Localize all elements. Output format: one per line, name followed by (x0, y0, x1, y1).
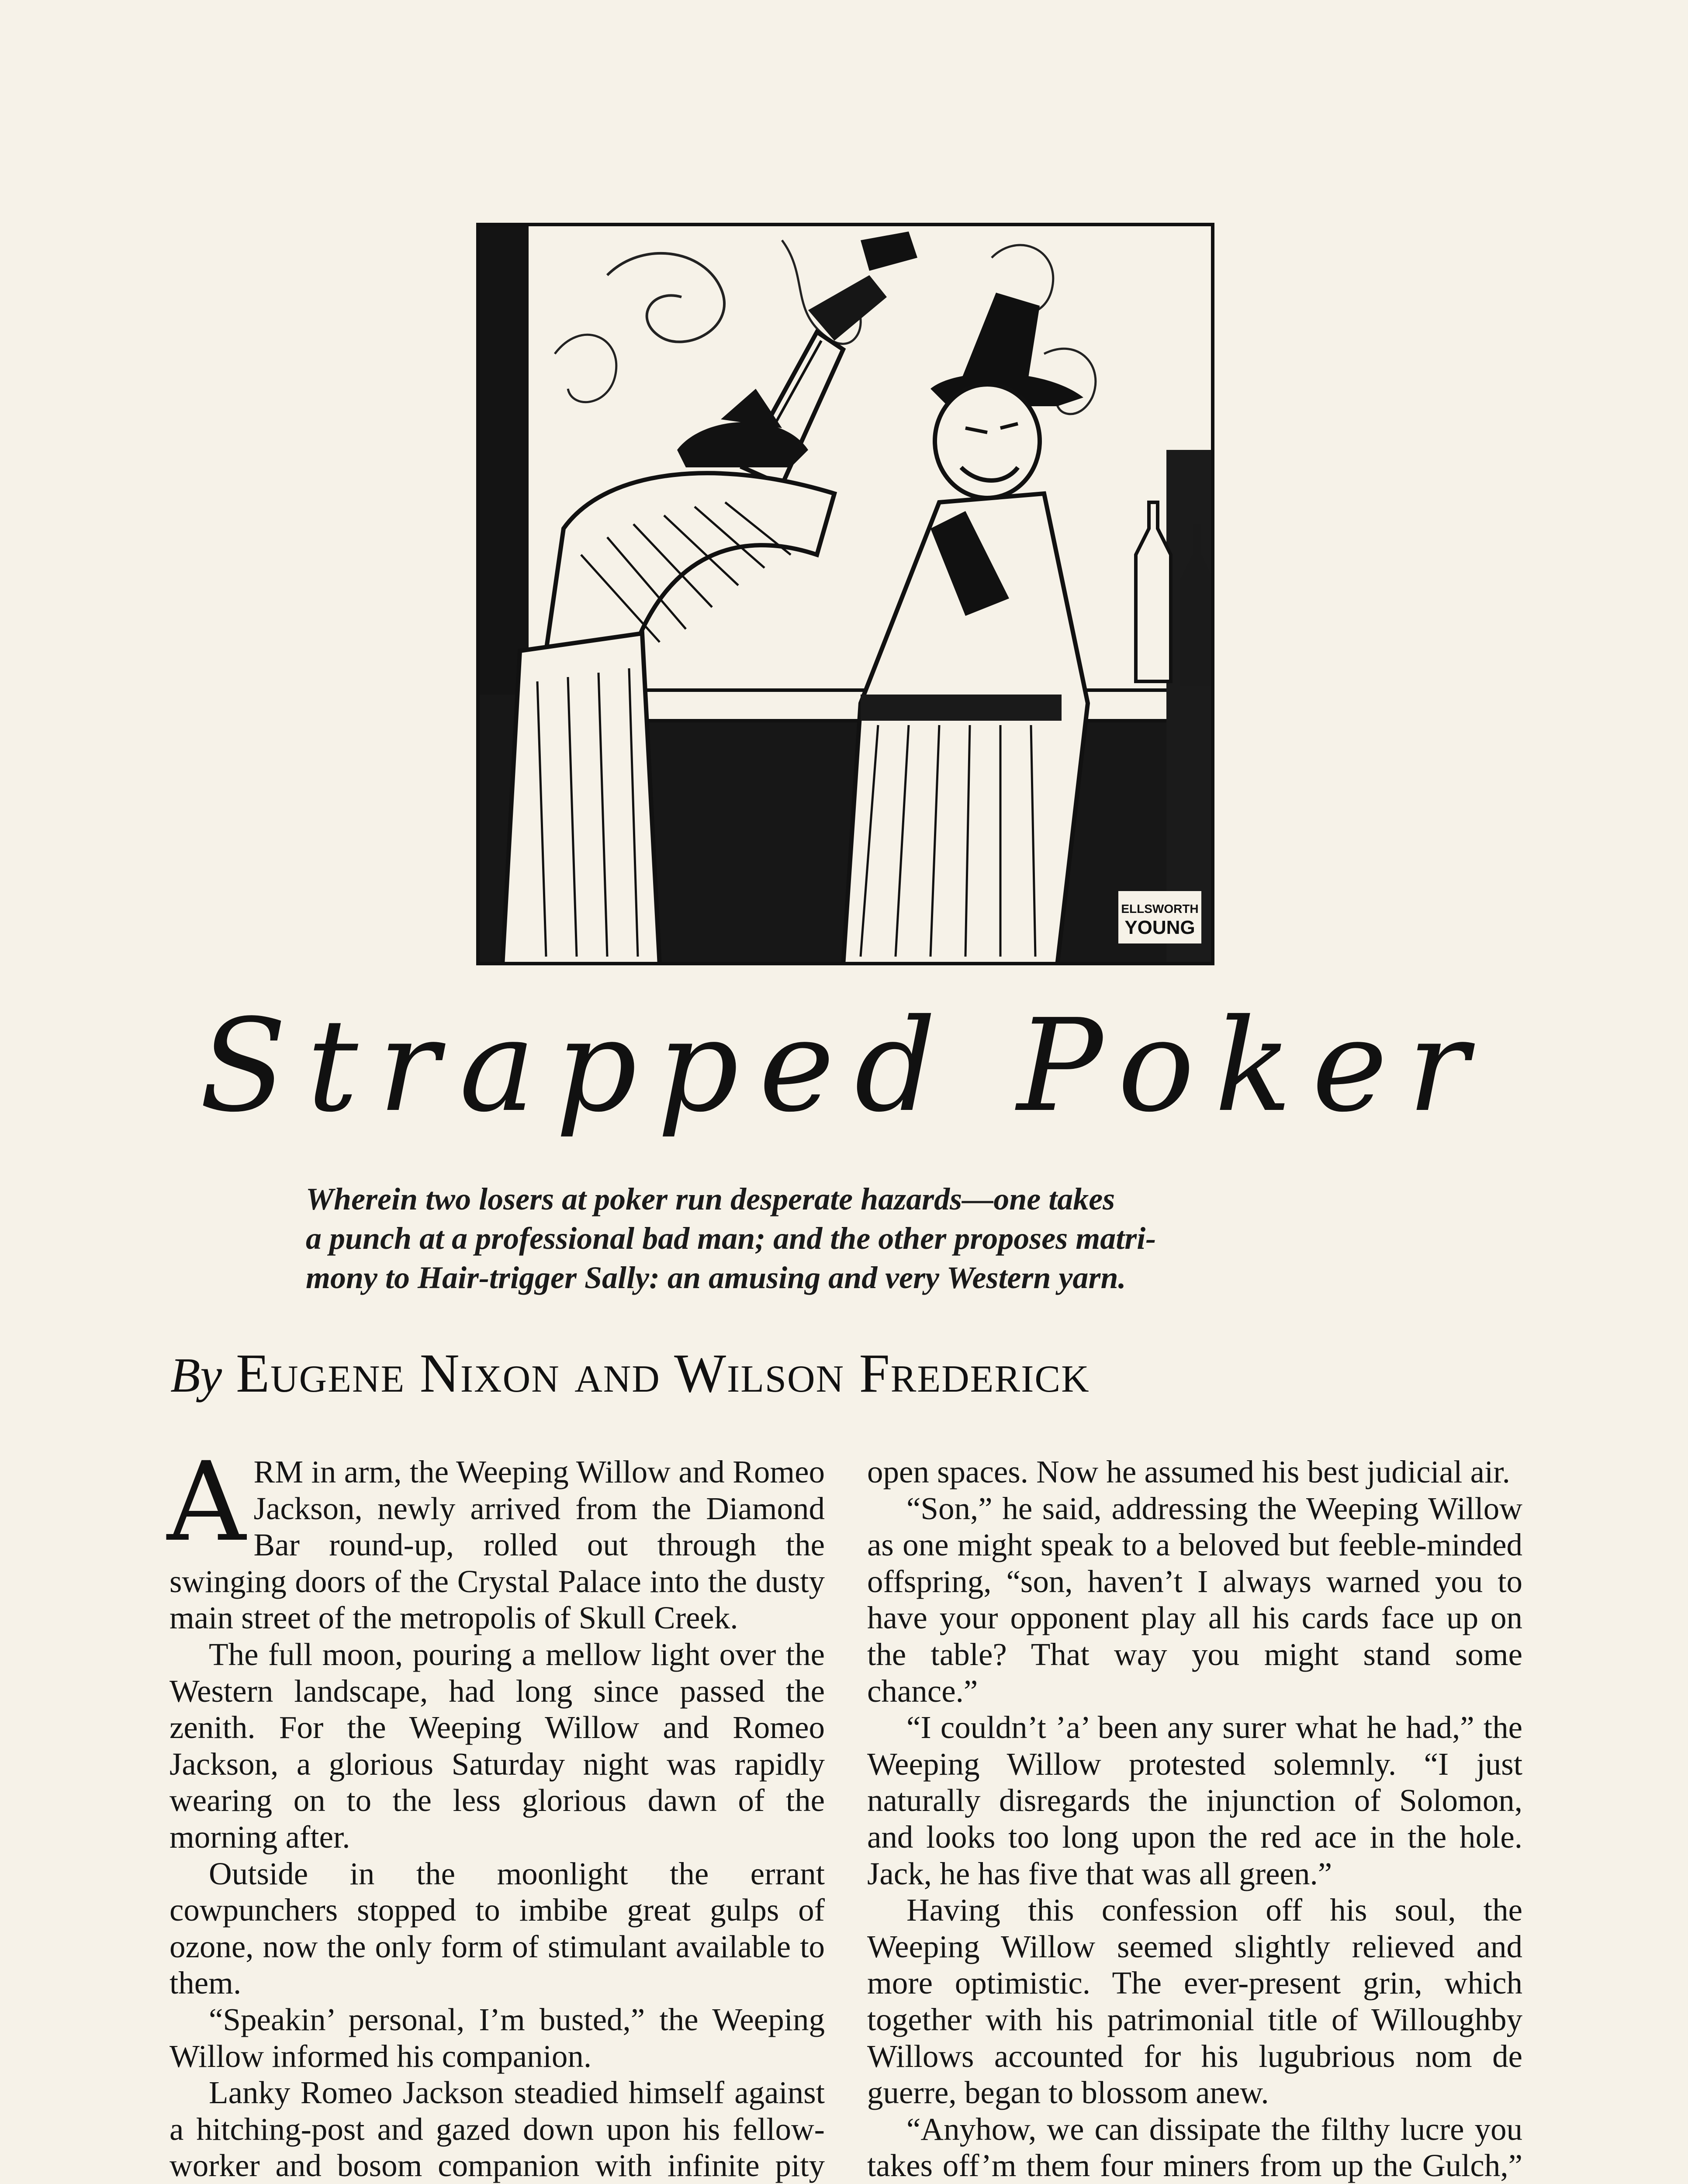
paragraph: Having this confession off his soul, the Weeping Willow seemed slightly relieved and more optimistic. The ever-present grin, which together with his patrimonial title of Willoughby Willows accounted for his lugubrious nom de guerre, began to blossom anew. (867, 1892, 1522, 2111)
byline (170, 1337, 1090, 1413)
paragraph: “I couldn’t ’a’ been any surer what he had,” the Weeping Willow protested solemnly. “I just naturally disregards the injunction of Solomon, and looks too long upon the red ace in the hole. Jack, he has five that was all green.” (867, 1710, 1522, 1891)
paragraph: “Anyhow, we can dissipate the filthy lucre you takes off’m them four miners from up the Gulch,” (867, 2111, 1522, 2184)
paragraph: Outside in the moonlight the errant cowpunchers stopped to imbibe great gulps of ozone, now the only form of stimulant available to them. (169, 1856, 825, 2001)
paragraph: “Speakin’ personal, I’m busted,” the Weeping Willow informed his companion. (169, 2001, 825, 2074)
opening-paragraph (167, 1438, 825, 1636)
byline-prefix: By (170, 1348, 222, 1403)
opening-paragraph-text: RM in arm, the Weeping Willow and Romeo Jackson, newly arrived from the Diamond Bar round-up, rolled out through the swinging doors of the Crystal Palace into the dusty main street of the metropolis of Skull Creek. (169, 1454, 825, 1636)
drop-cap: A (167, 1438, 246, 1565)
continued-paragraph: open spaces. Now he assumed his best judicial air. (867, 1454, 1510, 1489)
text-column-left (167, 1438, 825, 2184)
subtitle-line: mony to Hair-trigger Sally: an amusing and very Western yarn. (306, 1260, 1126, 1295)
subtitle-line: a punch at a professional bad man; and the other proposes matri- (306, 1221, 1156, 1256)
story-title: Strapped Poker (199, 992, 1489, 1140)
illustration-signature-line1: ELLSWORTH (1121, 902, 1199, 916)
paragraph: “Son,” he said, addressing the Weeping Willow as one might speak to a beloved but feeble-minded offspring, “son, haven’t I always warned you to have your opponent play all his cards face up on the table? That way you might stand some chance.” (867, 1490, 1522, 1709)
saloon-fight-illustration (476, 223, 1214, 965)
text-column-right (867, 1454, 1522, 2184)
paragraph: Lanky Romeo Jackson steadied himself against a hitching-post and gazed down upon his fellow-worker and bosom companion with infinite pity (169, 2075, 825, 2184)
illustration-signature-line2: YOUNG (1124, 917, 1195, 938)
subtitle-line: Wherein two losers at poker run desperate hazards—one takes (306, 1182, 1115, 1216)
story-subtitle (306, 1179, 1389, 1297)
byline-authors: Eugene Nixon and Wilson Frederick (236, 1343, 1090, 1404)
paragraph: The full moon, pouring a mellow light over the Western landscape, had long since passed the zenith. For the Weeping Willow and Romeo Jackson, a glorious Saturday night was rapidly wearing on to the less glorious dawn of the morning after. (169, 1636, 825, 1855)
